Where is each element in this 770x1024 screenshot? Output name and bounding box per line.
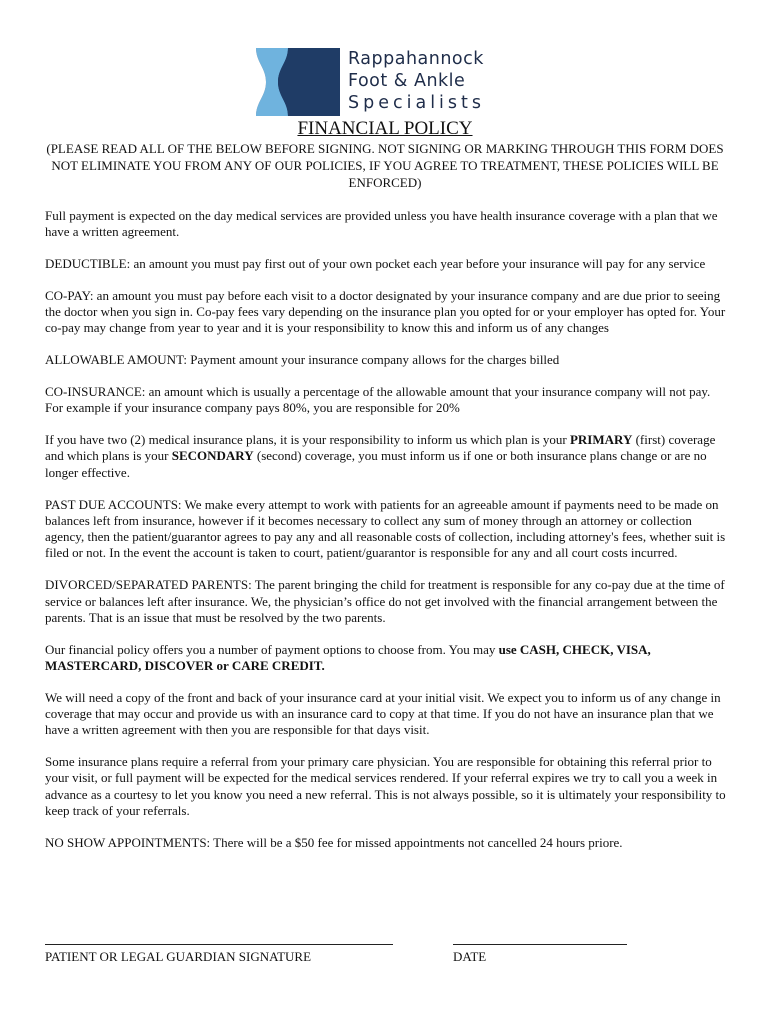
patient-signature-label: PATIENT OR LEGAL GUARDIAN SIGNATURE [45, 949, 312, 964]
payment-options-text: Our financial policy offers you a number of payment options to choose from. You may [45, 641, 499, 657]
wave-logo-icon [248, 48, 340, 116]
two-plans-text-2: (first) coverage and which plans is your [45, 432, 716, 464]
date-label: DATE [453, 949, 487, 964]
date-signature-line[interactable] [453, 944, 627, 945]
practice-logo [248, 48, 520, 116]
allowable-amount-paragraph: ALLOWABLE AMOUNT: Payment amount your insurance company allows for the charges billed [45, 352, 560, 368]
two-plans-text-3: (second) coverage, you must inform us if one or both insurance plans change or are no longer effective. [45, 448, 707, 480]
full-payment-paragraph: Full payment is expected on the day medical services are provided unless you have health insurance coverage with a plan that we have a written agreement. [45, 208, 718, 240]
insurance-card-paragraph: We will need a copy of the front and back of your insurance card at your initial visit. We expect you to inform us of any change in coverage that may occur and provide us with an insurance card to copy at that time. If you do not have an insurance plan that we have a written agreement with then you are responsible for that days visit. [45, 689, 721, 738]
logo-wordmark [348, 48, 485, 114]
payment-methods-bold: use CASH, CHECK, VISA, MASTERCARD, DISCOVER or CARE CREDIT. [45, 641, 651, 673]
secondary-bold: SECONDARY [171, 448, 254, 464]
deductible-paragraph: DEDUCTIBLE: an amount you must pay first out of your own pocket each year before your insurance will pay for any service [45, 256, 706, 272]
policy-body [45, 208, 727, 867]
logo-line-1: Rappahannock [348, 49, 484, 69]
signing-notice: (PLEASE READ ALL OF THE BELOW BEFORE SIGNING. NOT SIGNING OR MARKING THROUGH THIS FORM DOES NOT ELIMINATE YOU FROM ANY OF OUR POLICIES, IF YOU AGREE TO TREATMENT, THESE POLICIES WILL BE ENFORCED) [46, 141, 724, 190]
primary-bold: PRIMARY [569, 432, 633, 448]
two-plans-text-1: If you have two (2) medical insurance plans, it is your responsibility to inform us which plan is your [45, 432, 570, 448]
no-show-paragraph: NO SHOW APPOINTMENTS: There will be a $50 fee for missed appointments not cancelled 24 hours priore. [45, 834, 623, 850]
past-due-paragraph: PAST DUE ACCOUNTS: We make every attempt to work with patients for an agreeable amount if payments need to be made on balances left from insurance, however if it becomes necessary to collect any sum of money through an attorney or collection agency, then the patient/guarantor agrees to pay any and all reasonable costs of collection, including attorney's fees, whether suit is filed or not. In the event the account is taken to court, patient/guarantor is responsible for any and all court costs incurred. [45, 496, 726, 561]
divorced-parents-paragraph: DIVORCED/SEPARATED PARENTS: The parent bringing the child for treatment is responsible for any co-pay due at the time of service or balances left after insurance. We, the physician’s office do not get involved with the financial arrangement between the parents. That is an issue that must be resolved by the two parents. [45, 577, 725, 625]
logo-line-3: Specialists [348, 93, 486, 113]
copay-paragraph: CO-PAY: an amount you must pay before each visit to a doctor designated by your insurance company and are due prior to seeing the doctor when you sign in. Co-pay fees vary depending on the insurance plan you opted for or your employer has opted for. Your co-pay may change from year to year and it is your responsibility to know this and inform us of any changes [45, 287, 726, 336]
payment-options-paragraph [45, 642, 727, 675]
page-title: FINANCIAL POLICY [297, 118, 473, 139]
two-plans-paragraph [45, 432, 727, 481]
logo-line-2: Foot & Ankle [348, 71, 466, 91]
patient-signature-line[interactable] [45, 944, 393, 945]
referral-paragraph: Some insurance plans require a referral from your primary care physician. You are responsible for obtaining this referral prior to your visit, or full payment will be expected for the medical services rendered. If your referral expires we try to call you a week in advance as a courtesy to let you know you need a new referral. This is not always possible, so it is ultimately your responsibility to keep track of your referrals. [45, 754, 726, 819]
coinsurance-paragraph: CO-INSURANCE: an amount which is usually a percentage of the allowable amount that your insurance company will not pay. For example if your insurance company pays 80%, you are responsible for 20% [45, 384, 711, 416]
